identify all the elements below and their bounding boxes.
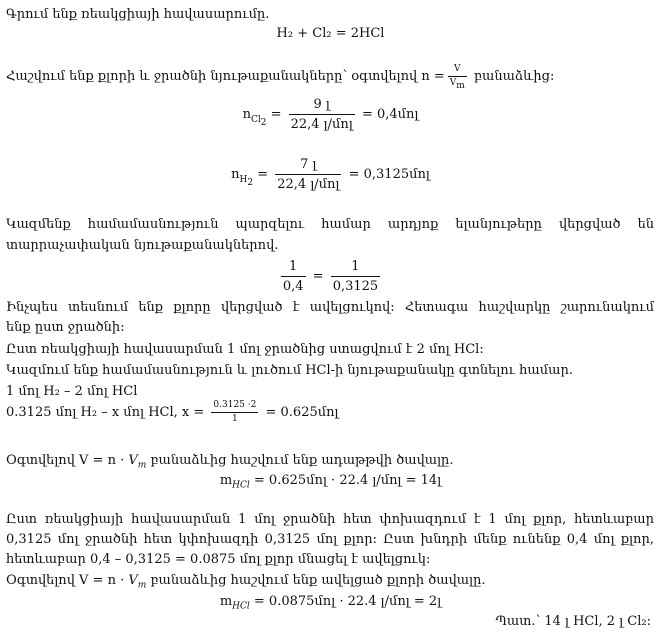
numerator: 9 լ	[289, 96, 355, 115]
fraction	[281, 258, 306, 295]
result: = 0,4մոլ	[361, 107, 419, 122]
paragraph-line: ենք ըստ ջրածնի:	[6, 320, 125, 335]
fraction	[289, 96, 355, 133]
fraction	[275, 156, 341, 193]
fraction	[331, 258, 381, 295]
reaction-equation: H₂ + Cl₂ = 2HCl	[276, 26, 385, 41]
text-segment: Հաշվում ենք քլորի և ջրածնի նյութաքանակները՝ օգտվելով n =	[6, 69, 445, 84]
paragraph-line: Օգտվելով $V = n \cdot V_m$ բանաձևից հաշվում ենք ադաթթվի ծավալը.	[6, 453, 454, 471]
hydrogen-moles-equation	[0, 156, 661, 193]
paragraph-line: Ըստ ռեակցիայի հավասարման 1 մոլ ջրածնի հետ փոխազդում է 1 մոլ քլոր, հետևաբար	[6, 512, 654, 527]
result: = 0.625մոլ	[265, 405, 339, 420]
numerator: 7 լ	[275, 156, 341, 175]
numerator: 1	[331, 258, 381, 277]
paragraph-line: Կազմում ենք համամասնություն և լուծում HCl-ի նյութաքանակը գտնելու համար.	[6, 363, 573, 378]
denominator: 1	[232, 414, 238, 424]
numerator: 0.3125 ·2	[211, 400, 258, 413]
paragraph-line: Ըստ ռեակցիայի հավասարման 1 մոլ ջրածնից ստացվում է 2 մոլ HCl:	[6, 342, 484, 357]
paragraph-line: 0,3125 մոլ ջրածնի հետ կփոխազդի 0,3125 մոլ քլոր: Ըստ խնդրի մենք ունենք 0,4 մոլ քլոր,	[6, 532, 654, 547]
text-segment: բանաձևից:	[473, 69, 555, 84]
paragraph-line: Ինչպես տեսնում ենք քլորը վերցված է ավելցուկով: Հետագա հաշվարկը շարունակում	[6, 300, 654, 315]
intro-line: Գրում ենք ռեակցիայի հավասարումը.	[6, 7, 270, 22]
hcl-volume-equation: $m_{HCl}$ = 0.625մոլ · 22.4 լ/մոլ = 14լ	[219, 473, 442, 491]
v-over-vm-fraction	[448, 64, 467, 89]
denominator: 22,4 լ/մոլ	[290, 117, 353, 132]
paragraph-line: Կազմենք համամասնություն պարզելու համար արդյոք ելանյութերը վերցված են	[6, 217, 654, 232]
lhs: $n_{H_2}$ =	[231, 167, 269, 188]
denominator: $V_m$	[449, 78, 465, 91]
proportion-equation	[0, 258, 661, 295]
lhs: $n_{Cl_2}$ =	[242, 107, 282, 128]
denominator: 0,4	[282, 279, 304, 294]
equals-sign: =	[312, 269, 324, 284]
result: = 0,3125մոլ	[348, 167, 430, 182]
chlorine-moles-equation	[0, 96, 661, 133]
denominator: 0,3125	[332, 279, 379, 294]
volume-formula-line	[6, 64, 554, 89]
text-segment: 0.3125 մոլ H₂ – x մոլ HCl, x =	[6, 405, 205, 420]
paragraph-line: տարրաչափական նյութաքանակներով.	[6, 238, 279, 253]
answer-line: Պատ.՝ 14 լ HCl, 2 լ Cl₂:	[495, 614, 651, 629]
fraction	[211, 400, 258, 425]
numerator: V	[448, 64, 467, 77]
chlorine-volume-equation: $m_{HCl}$ = 0.0875մոլ · 22.4 լ/մոլ = 2լ	[219, 594, 442, 612]
vm-symbol: $V_m$	[128, 573, 147, 591]
vm-symbol: $V_m$	[128, 453, 147, 471]
paragraph-line: 1 մոլ H₂ – 2 մոլ HCl	[6, 384, 138, 399]
paragraph-line: Օգտվելով $V = n \cdot V_m$ բանաձևից հաշվում ենք ավելցած քլորի ծավալը.	[6, 573, 486, 591]
denominator: 22,4 լ/մոլ	[277, 177, 340, 192]
numerator: 1	[281, 258, 306, 277]
x-calculation-line	[6, 400, 339, 425]
paragraph-line: հետևաբար 0,4 – 0,3125 = 0.0875 մոլ քլոր մնացել է ավելցուկ:	[6, 552, 431, 567]
